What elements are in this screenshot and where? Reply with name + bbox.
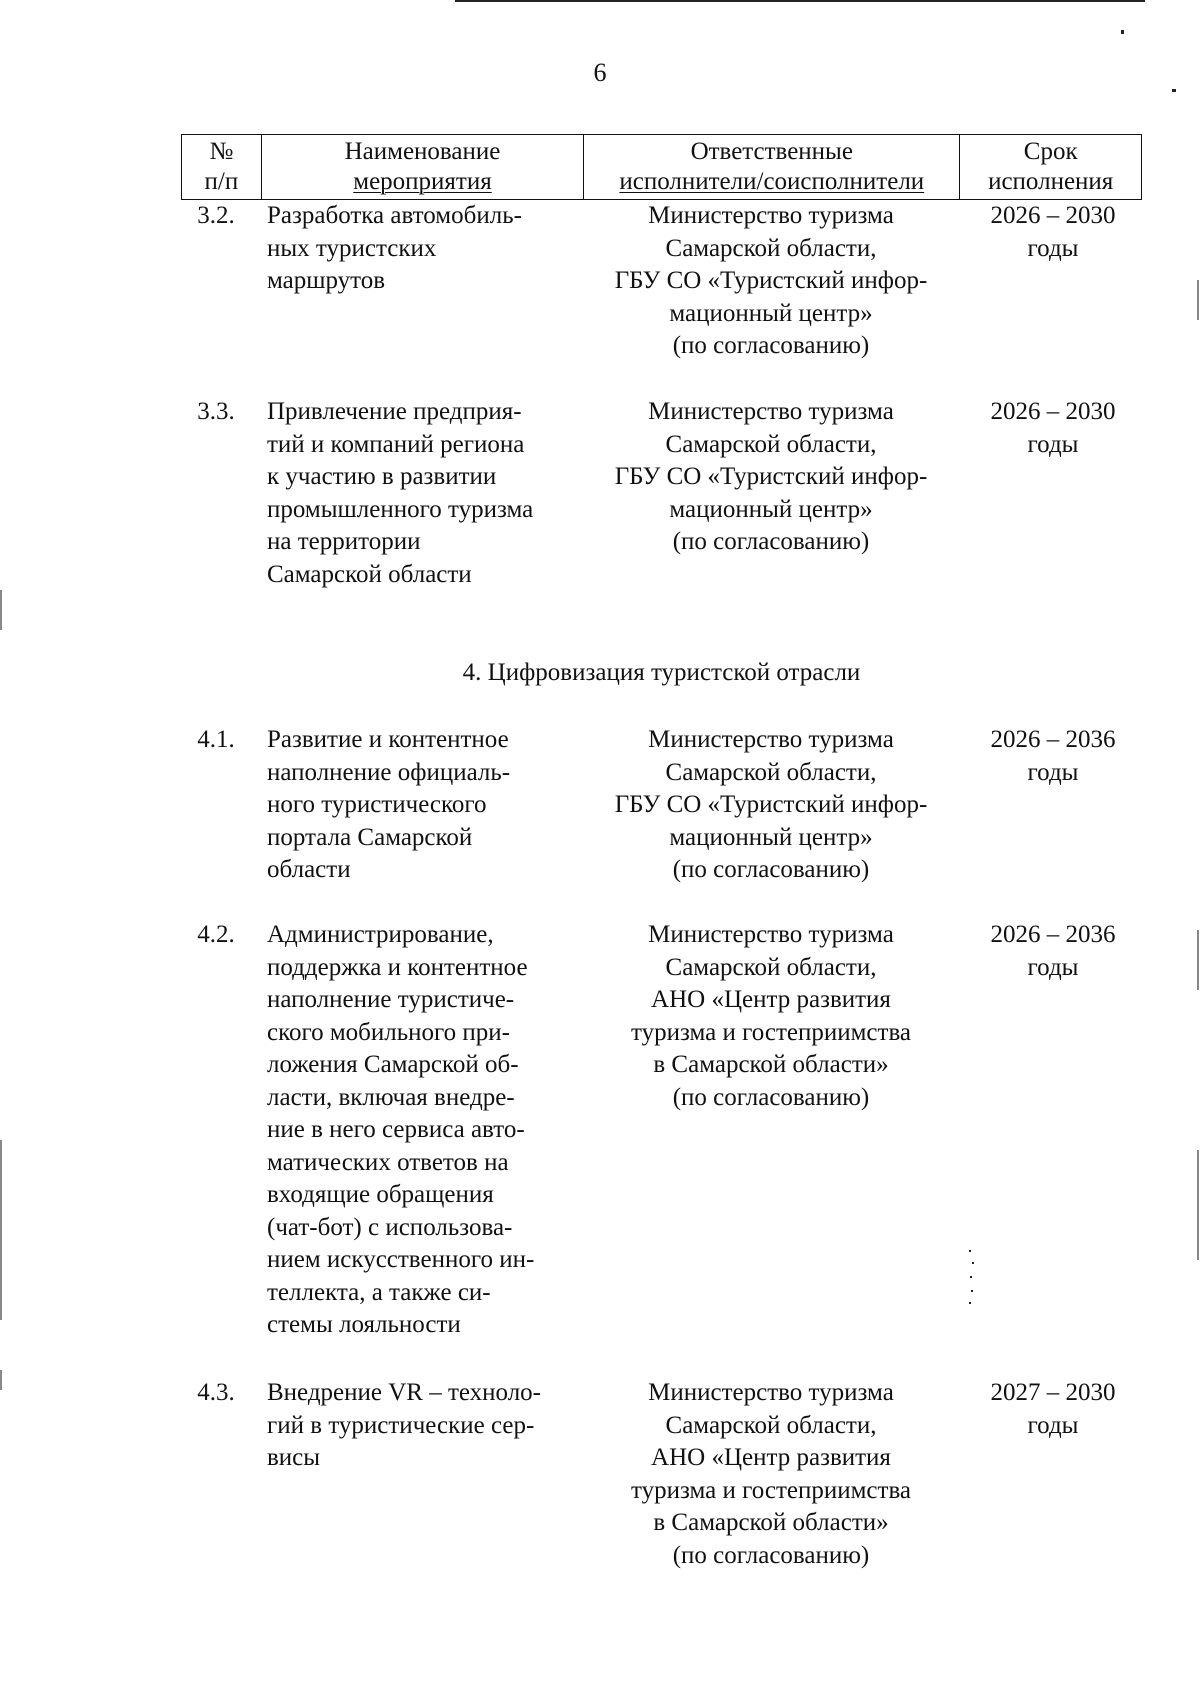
row-responsible bbox=[579, 724, 963, 887]
text-line: (по согласованию) bbox=[672, 856, 870, 883]
text-line: матических ответов на bbox=[267, 1148, 509, 1176]
text-line: области bbox=[267, 856, 351, 883]
text-line: портала Самарской bbox=[267, 823, 473, 851]
row-number: 4.2. bbox=[197, 921, 235, 948]
header-text: исполнения bbox=[988, 168, 1114, 195]
text-line: Министерство туризма bbox=[648, 398, 894, 425]
row-term bbox=[953, 396, 1153, 461]
text-line: Самарской области bbox=[267, 560, 472, 588]
table-header bbox=[181, 134, 1142, 200]
text-line: стемы лояльности bbox=[267, 1311, 461, 1338]
text-line: Самарской области, bbox=[665, 430, 877, 458]
text-line: ГБУ СО «Туристский инфор- bbox=[614, 463, 928, 490]
row-number: 4.3. bbox=[197, 1379, 235, 1406]
text-line: годы bbox=[1027, 758, 1079, 786]
text-line: АНО «Центр развития bbox=[651, 1444, 891, 1471]
scan-edge-mark bbox=[1197, 1150, 1199, 1260]
text-line: в Самарской области» bbox=[653, 1509, 889, 1536]
row-responsible bbox=[579, 919, 963, 1114]
text-line: маршрутов bbox=[267, 267, 386, 294]
row-responsible bbox=[579, 200, 963, 363]
scan-edge-mark bbox=[1197, 280, 1199, 320]
header-text: п/п bbox=[204, 168, 239, 195]
text-line: наполнение туристиче- bbox=[267, 986, 515, 1013]
text-line: Самарской области, bbox=[665, 758, 877, 786]
row-term bbox=[953, 919, 1153, 984]
text-line: мационный центр» bbox=[669, 299, 873, 327]
text-line: 2026 – 2030 bbox=[990, 398, 1116, 425]
header-text: Срок bbox=[1023, 138, 1078, 165]
row-responsible bbox=[579, 396, 963, 559]
scan-speck bbox=[971, 1290, 973, 1292]
text-line: нием искусственного ин- bbox=[267, 1246, 535, 1273]
header-activity-name bbox=[262, 135, 584, 199]
text-line: Разработка автомобиль- bbox=[267, 202, 522, 229]
text-line: Администрирование, bbox=[267, 921, 494, 948]
scan-speck bbox=[969, 1250, 971, 1252]
text-line: тий и компаний региона bbox=[267, 430, 525, 458]
row-number: 3.3. bbox=[197, 398, 235, 425]
text-line: (по согласованию) bbox=[672, 528, 870, 555]
header-text: Наименование bbox=[344, 138, 501, 165]
text-line: ГБУ СО «Туристский инфор- bbox=[614, 267, 928, 294]
text-line: Самарской области, bbox=[665, 234, 877, 262]
text-line: Министерство туризма bbox=[648, 921, 894, 948]
text-line: ского мобильного при- bbox=[267, 1018, 510, 1046]
scan-speck bbox=[969, 1302, 971, 1304]
header-text: Ответственные bbox=[690, 138, 853, 165]
text-line: промышленного туризма bbox=[267, 495, 534, 523]
row-activity-name bbox=[267, 396, 577, 591]
text-line: входящие обращения bbox=[267, 1181, 494, 1208]
text-line: (чат-бот) с использова- bbox=[267, 1213, 513, 1241]
scan-edge-mark bbox=[0, 1370, 2, 1390]
scan-edge-mark bbox=[1197, 930, 1199, 990]
section-title: 4. Цифровизация туристской отрасли bbox=[462, 659, 861, 686]
header-text: № bbox=[209, 138, 234, 165]
text-line: (по согласованию) bbox=[672, 1541, 870, 1569]
text-line: к участию в развитии bbox=[267, 463, 497, 490]
text-line: 2026 – 2036 bbox=[990, 726, 1116, 753]
row-term bbox=[953, 724, 1153, 789]
text-line: поддержка и контентное bbox=[267, 953, 528, 981]
text-line: мационный центр» bbox=[669, 495, 873, 523]
text-line: АНО «Центр развития bbox=[651, 986, 891, 1013]
text-line: годы bbox=[1027, 234, 1079, 262]
text-line: в Самарской области» bbox=[653, 1051, 889, 1078]
text-line: теллекта, а также си- bbox=[267, 1278, 491, 1306]
header-term bbox=[960, 135, 1141, 199]
text-line: годы bbox=[1027, 953, 1079, 981]
text-line: Министерство туризма bbox=[648, 1379, 894, 1406]
scan-border-line bbox=[455, 0, 1145, 2]
row-activity-name bbox=[267, 724, 577, 887]
scan-speck bbox=[970, 1276, 972, 1278]
text-line: висы bbox=[267, 1444, 321, 1471]
text-line: ных туристских bbox=[267, 234, 437, 262]
row-term bbox=[953, 200, 1153, 265]
scan-speck bbox=[1121, 30, 1124, 34]
row-number: 3.2. bbox=[197, 202, 235, 229]
text-line: на территории bbox=[267, 528, 421, 555]
text-line: Министерство туризма bbox=[648, 202, 894, 229]
scan-speck bbox=[1172, 89, 1176, 92]
scan-speck bbox=[972, 1262, 974, 1264]
text-line: (по согласованию) bbox=[672, 332, 870, 359]
row-number: 4.1. bbox=[197, 726, 235, 753]
scan-edge-mark bbox=[0, 590, 2, 630]
text-line: Развитие и контентное bbox=[267, 726, 509, 753]
text-line: мационный центр» bbox=[669, 823, 873, 851]
text-line: (по согласованию) bbox=[672, 1083, 870, 1111]
text-line: 2026 – 2036 bbox=[990, 921, 1116, 948]
text-line: ласти, включая внедре- bbox=[267, 1083, 515, 1111]
row-activity-name bbox=[267, 200, 577, 298]
header-number bbox=[182, 135, 262, 199]
text-line: туризма и гостеприимства bbox=[630, 1018, 912, 1046]
text-line: Привлечение предприя- bbox=[267, 398, 522, 425]
row-responsible bbox=[579, 1377, 963, 1572]
text-line: годы bbox=[1027, 1411, 1079, 1439]
text-line: Самарской области, bbox=[665, 953, 877, 981]
text-line: туризма и гостеприимства bbox=[630, 1476, 912, 1504]
text-line: ние в него сервиса авто- bbox=[267, 1116, 525, 1143]
text-line: Министерство туризма bbox=[648, 726, 894, 753]
text-line: Внедрение VR – техноло- bbox=[267, 1379, 542, 1406]
row-term bbox=[953, 1377, 1153, 1442]
text-line: ГБУ СО «Туристский инфор- bbox=[614, 791, 928, 818]
header-responsible bbox=[584, 135, 960, 199]
header-text: мероприятия bbox=[353, 168, 492, 195]
header-text: исполнители/соисполнители bbox=[619, 168, 925, 195]
text-line: годы bbox=[1027, 430, 1079, 458]
row-activity-name bbox=[267, 919, 577, 1342]
text-line: Самарской области, bbox=[665, 1411, 877, 1439]
text-line: 2026 – 2030 bbox=[990, 202, 1116, 229]
text-line: ложения Самарской об- bbox=[267, 1051, 519, 1078]
text-line: 2027 – 2030 bbox=[990, 1379, 1116, 1406]
page-number: 6 bbox=[593, 58, 607, 87]
text-line: гий в туристические сер- bbox=[267, 1411, 535, 1439]
row-activity-name bbox=[267, 1377, 577, 1475]
text-line: наполнение официаль- bbox=[267, 758, 511, 786]
text-line: ного туристического bbox=[267, 791, 487, 818]
scan-edge-mark bbox=[0, 1140, 2, 1320]
